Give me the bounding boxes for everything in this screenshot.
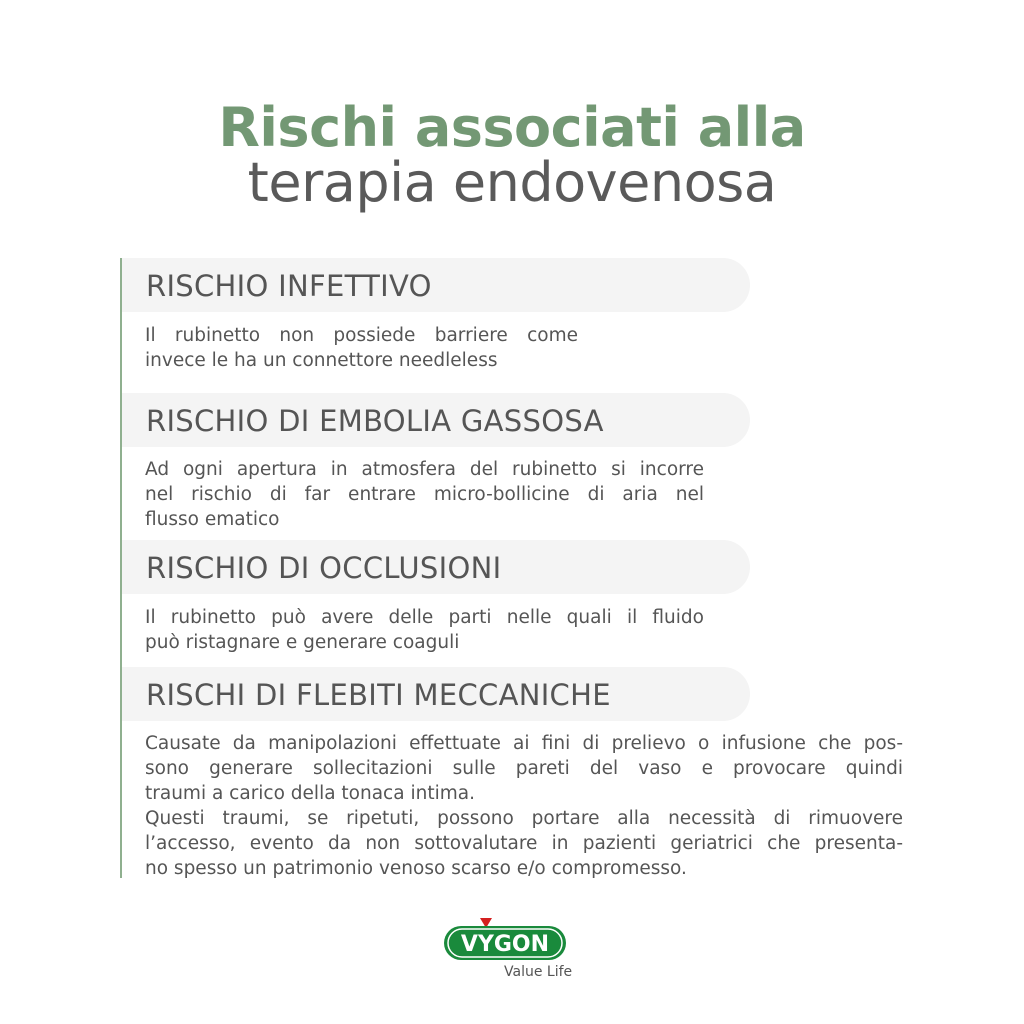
text-line: sono generare sollecitazioni sulle pareti del vaso e provocare quindi xyxy=(145,758,903,779)
text-line: può ristagnare e generare coaguli xyxy=(145,632,460,653)
text-line: Il rubinetto non possiede barriere come xyxy=(145,325,578,346)
section-heading-text: RISCHIO DI OCCLUSIONI xyxy=(146,551,502,585)
vygon-logo-mark xyxy=(444,916,584,986)
section-text-occlusioni xyxy=(145,605,704,655)
text-line: traumi a carico della tonaca intima. xyxy=(145,783,475,804)
section-text-embolia-gassosa xyxy=(145,457,704,532)
text-line: l’accesso, evento da non sottovalutare in pazienti geriatrici che presenta- xyxy=(145,833,903,854)
logo-tagline: Value Life xyxy=(504,964,573,980)
logo-brand-text: VYGON xyxy=(460,932,550,957)
section-heading-embolia-gassosa xyxy=(122,393,750,447)
section-text-rischio-infettivo xyxy=(145,323,578,373)
text-line: flusso ematico xyxy=(145,509,280,530)
text-line: no spesso un patrimonio venoso scarso e/o compromesso. xyxy=(145,858,687,879)
vygon-logo xyxy=(444,916,584,986)
section-heading-flebiti-meccaniche xyxy=(122,667,750,721)
text-line: Ad ogni apertura in atmosfera del rubinetto si incorre xyxy=(145,459,704,480)
text-line: Questi traumi, se ripetuti, possono portare alla necessità di rimuovere xyxy=(145,808,903,829)
section-text-flebiti-meccaniche xyxy=(145,731,903,881)
text-line: invece le ha un connettore needleless xyxy=(145,350,498,371)
page-title: Rischi associati alla xyxy=(218,96,806,159)
section-heading-text: RISCHI DI FLEBITI MECCANICHE xyxy=(146,678,611,712)
text-line: Il rubinetto può avere delle parti nelle quali il fluido xyxy=(145,607,704,628)
text-line: Causate da manipolazioni effettuate ai fini di prelievo o infusione che pos- xyxy=(145,733,903,754)
section-heading-text: RISCHIO INFETTIVO xyxy=(146,269,432,303)
section-heading-text: RISCHIO DI EMBOLIA GASSOSA xyxy=(146,404,604,438)
section-heading-rischio-infettivo xyxy=(122,258,750,312)
text-line: nel rischio di far entrare micro-bollicine di aria nel xyxy=(145,484,704,505)
section-heading-occlusioni xyxy=(122,540,750,594)
page-subtitle: terapia endovenosa xyxy=(247,151,777,214)
